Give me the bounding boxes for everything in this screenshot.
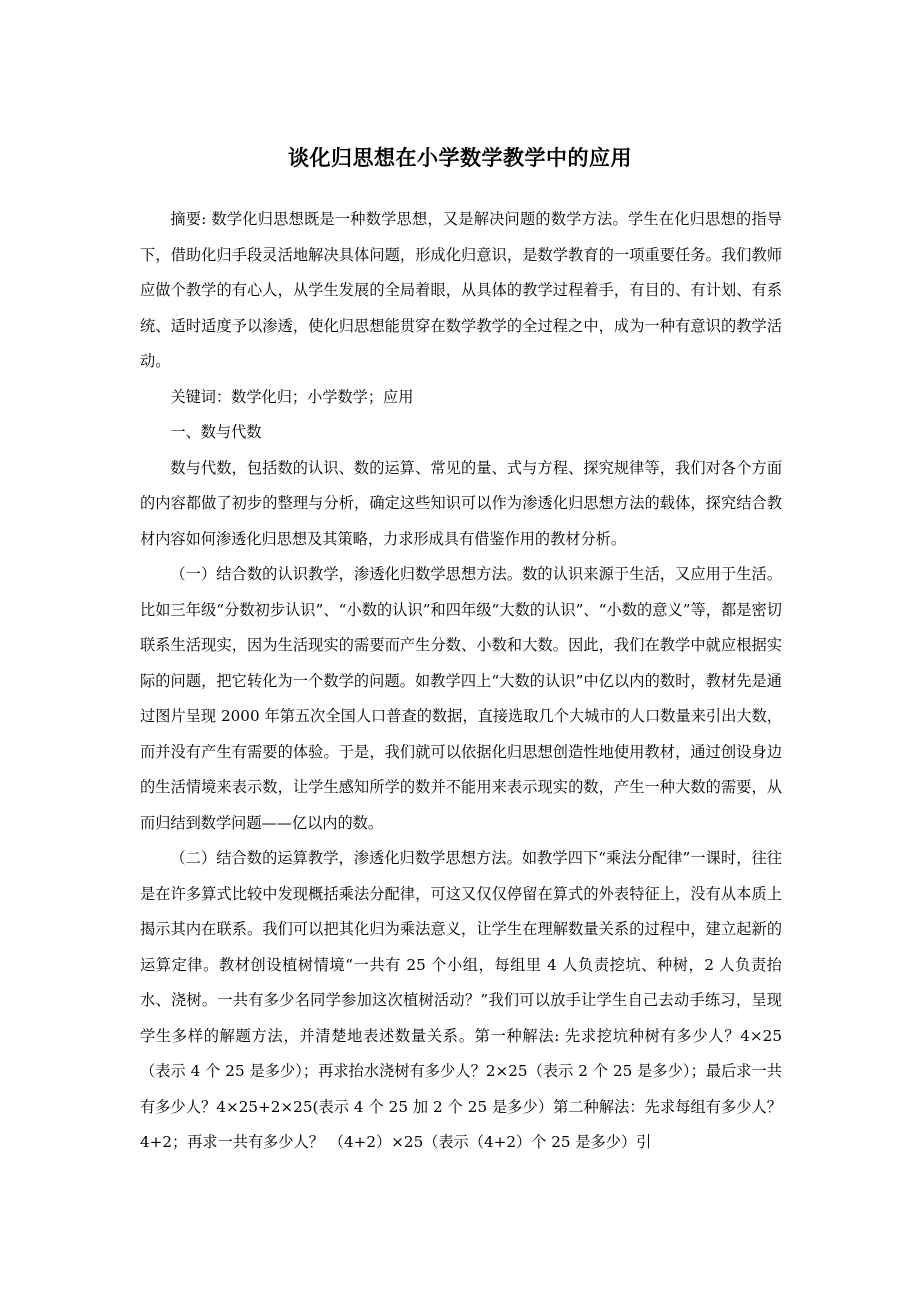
document-title: 谈化归思想在小学数学教学中的应用 [288,146,632,170]
document-body [140,202,782,1161]
number-operation-paragraph: （二）结合数的运算教学，渗透化归数学思想方法。如教学四下“乘法分配律”一课时，往往是在许多算式比较中发现概括乘法分配律，可这又仅仅停留在算式的外表特征上，没有从本质上揭示其内在联系。我们可以把其化归为乘法意义，让学生在理解数量关系的过程中，建立起新的运算定律。教材创设植树情境“一共有 25 个小组，每组里 4 人负责挖坑、种树，2 人负责抬水、浇树。一共有多少名同学参加这次植树活动？”我们可以放手让学生自己去动手练习，呈现学生多样的解题方法，并清楚地表述数量关系。第一种解法: 先求挖坑种树有多少人？4×25（表示 4 个 25 是多少）；再求抬水浇树有多少人？2×25（表示 2 个 25 是多少）；最后求一共有多少人？4×25+2×25(表示 4 个 25 加 2 个 25 是多少）第二种解法：先求每组有多少人？4+2；再求一共有多少人？ （4+2）×25（表示（4+2）个 25 是多少）引 [140,849,782,1151]
section-intro-paragraph: 数与代数，包括数的认识、数的运算、常见的量、式与方程、探究规律等，我们对各个方面的内容都做了初步的整理与分析，确定这些知识可以作为渗透化归思想方法的载体，探究结合教材内容如何渗透化归思想及其策略，力求形成具有借鉴作用的教材分析。 [140,458,782,548]
number-recognition-paragraph: （一）结合数的认识教学，渗透化归数学思想方法。数的认识来源于生活，又应用于生活。比如三年级“分数初步认识”、“小数的认识”和四年级“大数的认识”、“小数的意义”等，都是密切联系生活现实，因为生活现实的需要而产生分数、小数和大数。因此，我们在教学中就应根据实际的问题，把它转化为一个数学的问题。如教学四上“大数的认识”中亿以内的数时，教材先是通过图片呈现 2000 年第五次全国人口普查的数据，直接选取几个大城市的人口数量来引出大数，而并没有产生有需要的体验。于是，我们就可以依据化归思想创造性地使用教材，通过创设身边的生活情境来表示数，让学生感知所学的数并不能用来表示现实的数，产生一种大数的需要，从而归结到数学问题——亿以内的数。 [140,565,782,832]
section-heading: 一、数与代数 [170,423,262,441]
keywords-line: 关键词：数学化归；小学数学；应用 [170,387,414,406]
abstract-paragraph: 摘要: 数学化归思想既是一种数学思想，又是解决问题的数学方法。学生在化归思想的指导下，借助化归手段灵活地解决具体问题，形成化归意识，是数学教育的一项重要任务。我们教师应做个教学的有心人，从学生发展的全局着眼，从具体的教学过程着手，有目的、有计划、有系统、适时适度予以渗透，使化归思想能贯穿在数学教学的全过程之中，成为一种有意识的教学活动。 [140,210,782,370]
